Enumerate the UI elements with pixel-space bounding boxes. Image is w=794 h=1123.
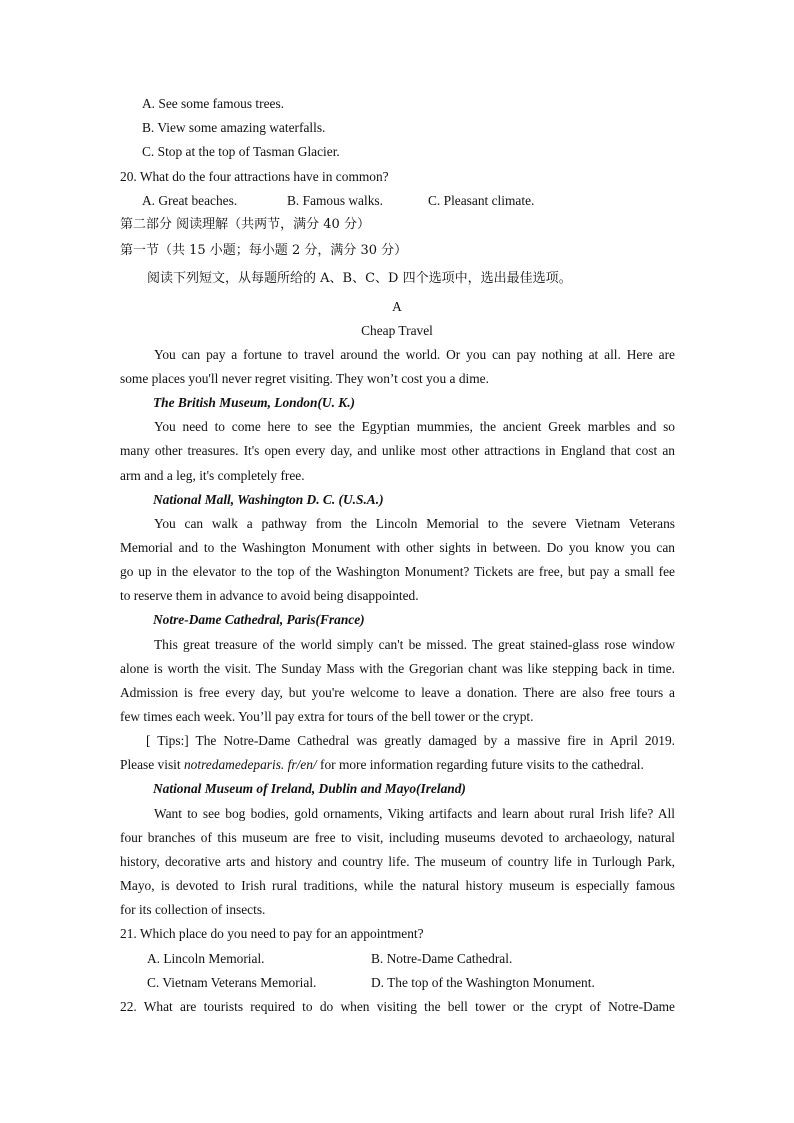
q21-option-b: B. Notre-Dame Cathedral. (371, 951, 513, 966)
q19-option-b: B. View some amazing waterfalls. (142, 120, 326, 135)
ireland-line-4: Mayo, is devoted to Irish rural traditions, while the natural history museum is especially famous (120, 878, 675, 893)
national-mall-heading: National Mall, Washington D. C. (U.S.A.) (153, 492, 384, 507)
q21-option-a: A. Lincoln Memorial. (147, 951, 265, 966)
notre-dame-line-2: alone is worth the visit. The Sunday Mass with the Gregorian chant was like stepping back in time. (120, 661, 675, 676)
ireland-line-2: four branches of this museum are free to visit, including museums devoted to archaeology, natural (120, 830, 675, 845)
instruction: 阅读下列短文，从每题所给的 A、B、C、D 四个选项中，选出最佳选项。 (147, 271, 572, 286)
british-museum-heading: The British Museum, London(U. K.) (153, 395, 356, 410)
q19-option-a: A. See some famous trees. (142, 96, 285, 111)
passage-letter: A (392, 299, 402, 314)
part-title: 第二部分 阅读理解（共两节，满分 40 分） (120, 217, 370, 232)
british-museum-line-2: many other treasures. It's open every day, and unlike most other attractions in England that cost an (120, 443, 675, 458)
ireland-line-3: history, decorative arts and history and country life. The museum of country life in Turlough Park, (120, 854, 675, 869)
national-mall-line-3: go up in the elevator to the top of the Washington Monument? Tickets are free, but pay a small fee (120, 564, 675, 579)
british-museum-line-1: You need to come here to see the Egyptian mummies, the ancient Greek marbles and so (154, 419, 675, 434)
ireland-line-5: for its collection of insects. (120, 902, 266, 917)
notre-dame-heading: Notre-Dame Cathedral, Paris(France) (153, 612, 365, 627)
national-mall-line-2: Memorial and to the Washington Monument with other sights in between. Do you know you can (120, 540, 675, 555)
intro-line-2: some places you'll never regret visiting. They won’t cost you a dime. (120, 371, 489, 386)
national-mall-line-4: to reserve them in advance to avoid being disappointed. (120, 588, 419, 603)
notre-dame-line-4: few times each week. You’ll pay extra for tours of the bell tower or the crypt. (120, 709, 534, 724)
sub-title: 第一节（共 15 小题；每小题 2 分，满分 30 分） (120, 243, 408, 258)
british-museum-line-3: arm and a leg, it's completely free. (120, 468, 305, 483)
notre-dame-line-3: Admission is free every day, but you're welcome to leave a donation. There are also free tours a (120, 685, 675, 700)
q21-question: 21. Which place do you need to pay for an appointment? (120, 926, 424, 941)
ireland-heading: National Museum of Ireland, Dublin and Mayo(Ireland) (153, 781, 466, 796)
q20-option-a: A. Great beaches. (142, 193, 238, 208)
q20-option-b: B. Famous walks. (287, 193, 383, 208)
q21-option-c: C. Vietnam Veterans Memorial. (147, 975, 317, 990)
notre-dame-line-1: This great treasure of the world simply can't be missed. The great stained-glass rose window (154, 637, 675, 652)
tips-suffix: for more information regarding future visits to the cathedral. (316, 757, 644, 772)
notre-dame-tips-line-1: [ Tips:] The Notre-Dame Cathedral was greatly damaged by a massive fire in April 2019. (146, 733, 675, 748)
passage-title: Cheap Travel (361, 323, 433, 338)
ireland-line-1: Want to see bog bodies, gold ornaments, Viking artifacts and learn about rural Irish life? All (154, 806, 675, 821)
q20-option-c: C. Pleasant climate. (428, 193, 535, 208)
national-mall-line-1: You can walk a pathway from the Lincoln Memorial to the severe Vietnam Veterans (154, 516, 675, 531)
q20-question: 20. What do the four attractions have in common? (120, 169, 389, 184)
intro-line-1: You can pay a fortune to travel around the world. Or you can pay nothing at all. Here are (154, 347, 675, 362)
notre-dame-tips-line-2 (120, 756, 675, 774)
tips-link[interactable]: notredamedeparis. fr/en/ (183, 757, 317, 772)
q22-question: 22. What are tourists required to do when visiting the bell tower or the crypt of Notre-Dame (120, 999, 675, 1014)
tips-prefix: Please visit (120, 757, 184, 772)
q21-option-d: D. The top of the Washington Monument. (371, 975, 595, 990)
q19-option-c: C. Stop at the top of Tasman Glacier. (142, 144, 340, 159)
